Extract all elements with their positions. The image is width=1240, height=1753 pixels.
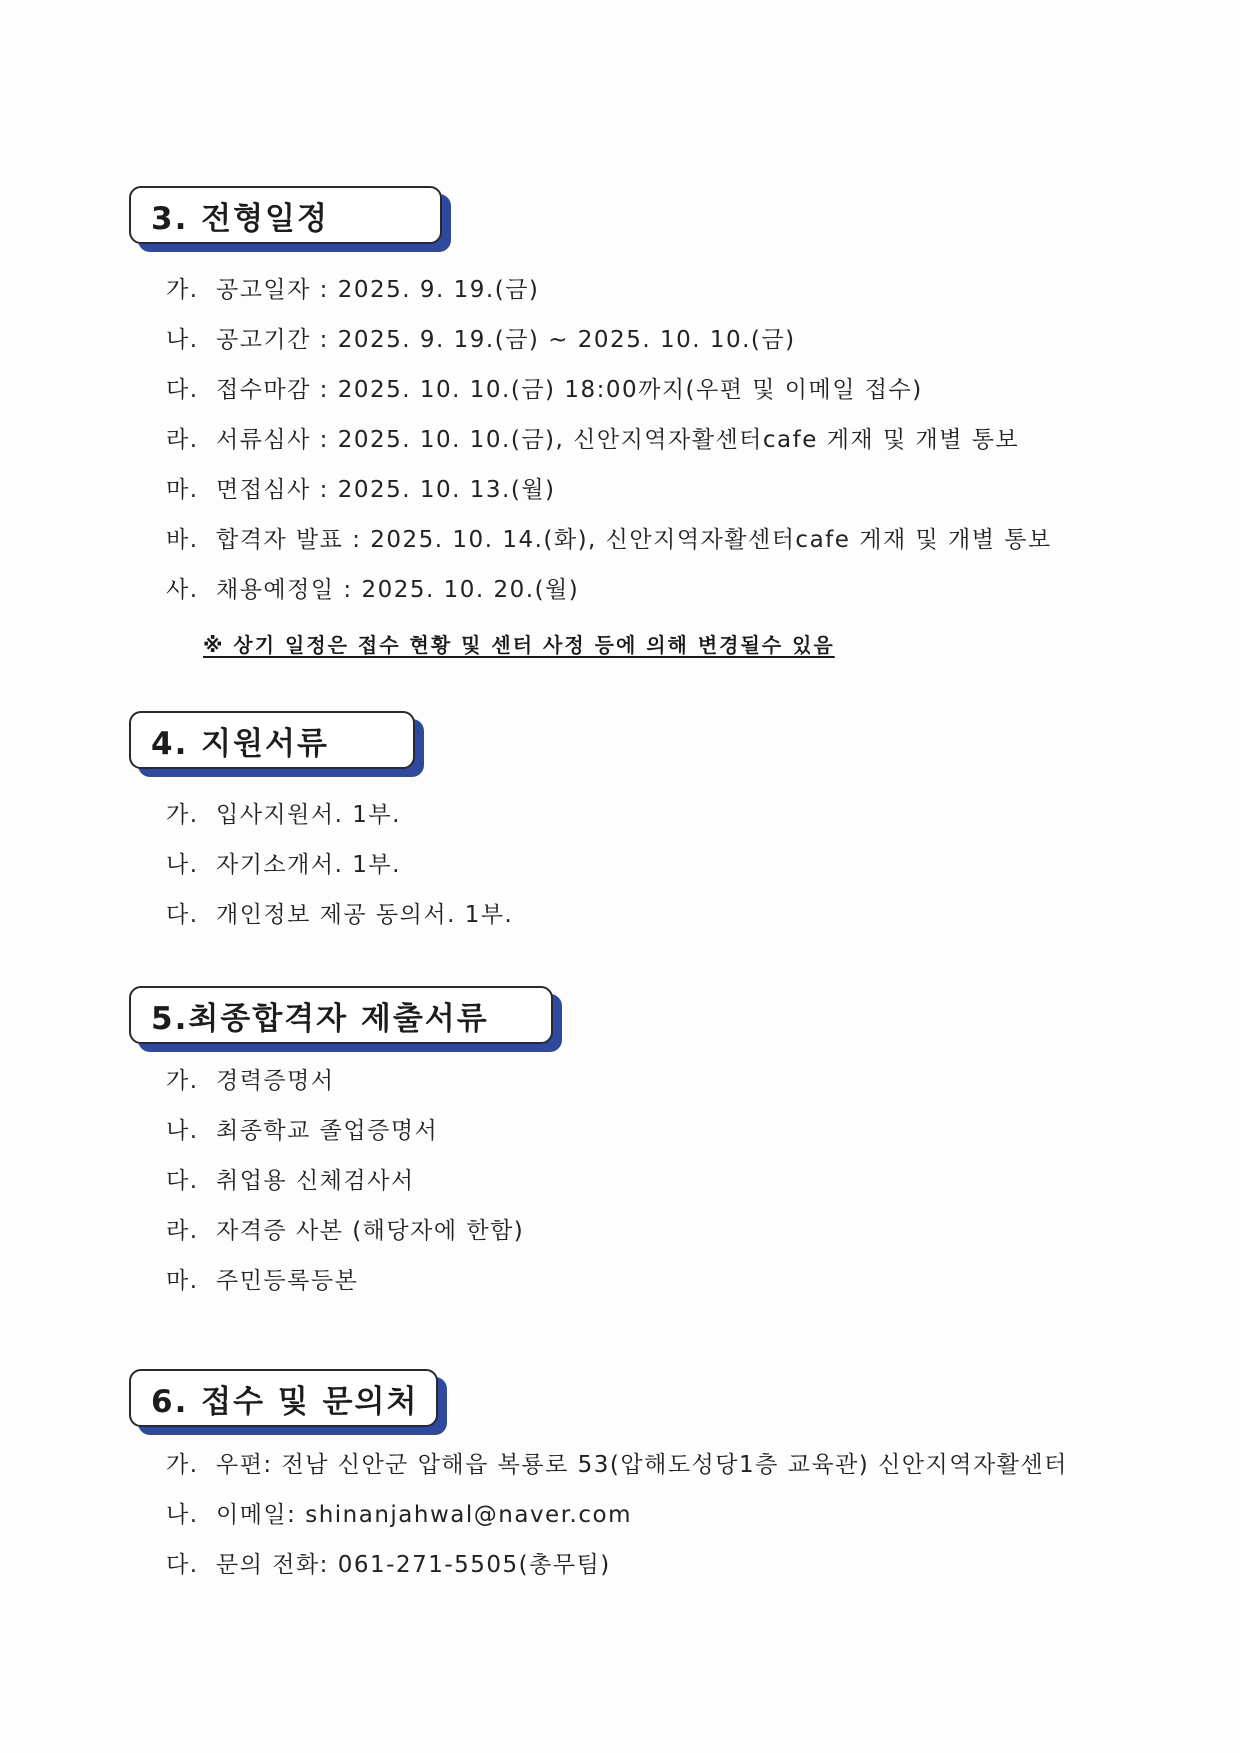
- list-item: 바. 합격자 발표 : 2025. 10. 14.(화), 신안지역자활센터cafe 게재 및 개별 통보: [166, 527, 1052, 553]
- list-item: 다. 문의 전화: 061-271-5505(총무팀): [166, 1552, 611, 1578]
- list-item: 다. 개인정보 제공 동의서. 1부.: [166, 902, 514, 928]
- list-item: 사. 채용예정일 : 2025. 10. 20.(월): [166, 577, 580, 603]
- list-item: 다. 취업용 신체검사서: [166, 1168, 415, 1194]
- section-3-title: 3. 전형일정: [151, 200, 329, 237]
- section-5-heading: [129, 986, 553, 1044]
- list-item: 마. 주민등록등본: [166, 1268, 359, 1294]
- section-4-heading: [129, 711, 415, 769]
- section-3-heading: [129, 186, 442, 244]
- section-3-list: [166, 265, 1052, 615]
- list-item: 나. 최종학교 졸업증명서: [166, 1118, 439, 1144]
- section-6-list: [166, 1440, 1068, 1590]
- list-item: 가. 우편: 전남 신안군 압해읍 복룡로 53(압해도성당1층 교육관) 신안지역자활센터: [166, 1452, 1068, 1478]
- list-item: 다. 접수마감 : 2025. 10. 10.(금) 18:00까지(우편 및 이메일 접수): [166, 377, 923, 403]
- section-6-title: 6. 접수 및 문의처: [151, 1383, 419, 1420]
- list-item: 나. 공고기간 : 2025. 9. 19.(금) ~ 2025. 10. 10.(금): [166, 327, 796, 353]
- list-item: 나. 이메일: shinanjahwal@naver.com: [166, 1502, 632, 1528]
- list-item: 나. 자기소개서. 1부.: [166, 852, 401, 878]
- list-item: 마. 면접심사 : 2025. 10. 13.(월): [166, 477, 556, 503]
- list-item: 가. 경력증명서: [166, 1068, 335, 1094]
- section-6-heading: [129, 1369, 438, 1427]
- section-4-list: [166, 790, 513, 940]
- section-5-title: 5.최종합격자 제출서류: [151, 1000, 489, 1037]
- section-4-title: 4. 지원서류: [151, 725, 329, 762]
- list-item: 가. 입사지원서. 1부.: [166, 802, 401, 828]
- list-item: 라. 자격증 사본 (해당자에 한함): [166, 1218, 525, 1244]
- schedule-change-notice: ※ 상기 일정은 접수 현황 및 센터 사정 등에 의해 변경될수 있음: [203, 633, 835, 657]
- list-item: 가. 공고일자 : 2025. 9. 19.(금): [166, 277, 540, 303]
- list-item: 라. 서류심사 : 2025. 10. 10.(금), 신안지역자활센터cafe 게재 및 개별 통보: [166, 427, 1020, 453]
- section-5-list: [166, 1056, 524, 1306]
